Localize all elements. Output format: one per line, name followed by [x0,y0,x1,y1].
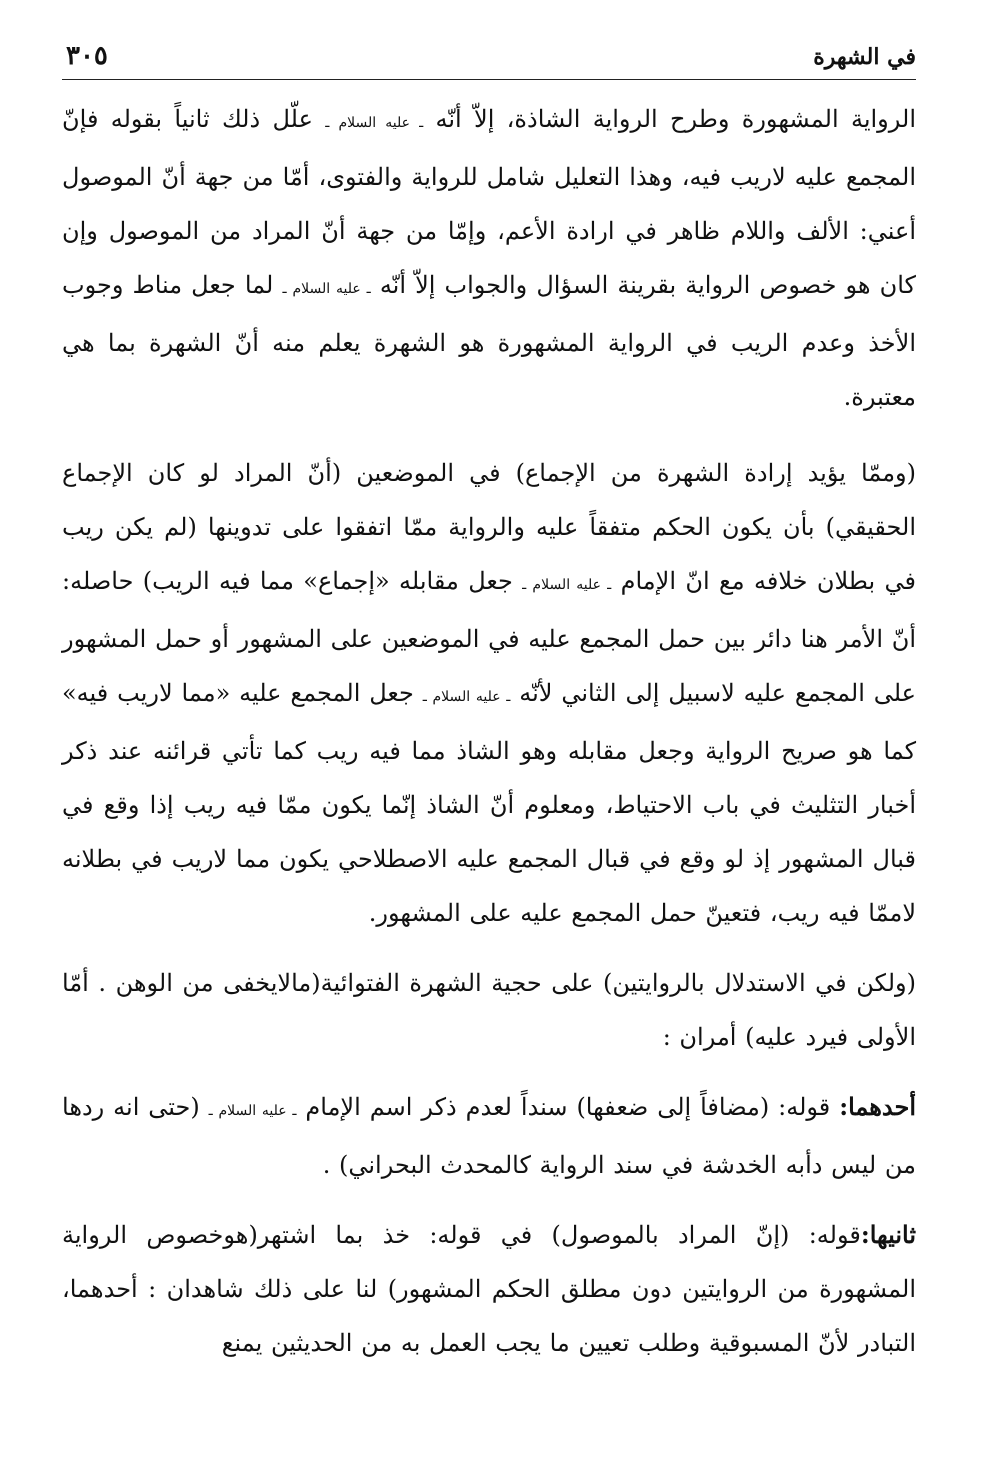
header-rule [62,79,916,80]
honorific-note: ـ عليه السلام ـ [208,1103,297,1119]
text-segment: لما جعل مناط وجوب الأخذ وعدم الريب في الرواية المشهورة هو الشهرة يعلم منه أنّ الشهرة بما هي معتبرة. [62,271,917,411]
honorific-note: ـ عليه السلام ـ [522,577,612,593]
text-segment: جعل المجمع عليه «مما لاريب فيه» كما هو صريح الرواية وجعل مقابله وهو الشاذ مما فيه ريب كما تأتي قرائنه عند ذكر أخبار التثليث في باب الاحتياط، ومعلوم أنّ الشاذ إنّما يكون ممّا فيه ريب إذا وقع في قبال المشهور إذ لو وقع في قبال المجمع عليه الاصطلاحي يكون مما لاريب في بطلانه لاممّا فيه ريب، فتعينّ حمل المجمع عليه على المشهور. [62,679,917,927]
paragraph-spacer [62,424,916,446]
honorific-note: ـ عليه السلام ـ [325,115,424,131]
paragraph-lead: أحدهما: [839,1092,917,1121]
honorific-note: ـ عليه السلام ـ [422,689,511,705]
text-segment: علّل ذلك ثانياً بقوله فإنّ المجمع عليه لاريب فيه، وهذا التعليل شامل للرواية والفتوى، أمّا من جهة أنّ الموصول أعني: الألف واللام ظاهر في ارادة الأعم، وإمّا من جهة أنّ المراد من الموصول وإن كان هو خصوص الرواية بقرينة السؤال والجواب إلاّ أنّه [62,105,917,299]
text-segment: (وممّا يؤيد إرادة الشهرة من الإجماع) في الموضعين (أنّ المراد لو كان الإجماع الحقيقي) بأن يكون الحكم متفقاً عليه والرواية ممّا اتفقوا على تدوينها (لم يكن ريب في بطلان خلافه مع انّ الإمام [62,459,916,595]
page-number: ٣٠٥ [66,41,108,71]
running-head [62,40,916,76]
paragraph-lead: ثانيها: [860,1220,916,1249]
text-segment: (ولكن في الاستدلال بالروايتين) على حجية الشهرة الفتوائية(مالايخفى من الوهن . أمّا الأولى فيرد عليه) أمران : [62,969,916,1051]
paragraph-3 [62,956,916,1064]
text-segment: جعل مقابله «إجماع» مما فيه الريب) حاصله: أنّ الأمر هنا دائر بين حمل المجمع عليه في الموضعين على المشهور أو حمل المشهور على المجمع عليه لاسبيل إلى الثاني لأنّه [62,567,917,707]
text-segment: الرواية المشهورة وطرح الرواية الشاذة، إلاّ أنّه [423,105,916,133]
honorific-note: ـ عليه السلام ـ [282,281,371,297]
paragraph-5 [62,1208,916,1370]
book-page [62,0,916,1464]
paragraph-1 [62,92,916,424]
paragraph-2 [62,446,916,940]
text-segment: (حتى انه ردها من ليس دأبه الخدشة في سند الرواية كالمحدث البحراني) . [62,1093,916,1179]
paragraph-4 [62,1080,916,1192]
paragraph-spacer [62,1192,916,1208]
chapter-title: في الشهرة [813,44,916,70]
text-segment: قوله: (إنّ المراد بالموصول) في قوله: خذ بما اشتهر(هوخصوص الرواية المشهورة من الروايتين دون مطلق الحكم المشهور) لنا على ذلك شاهدان : أحدهما، التبادر لأنّ المسبوقية وطلب تعيين ما يجب العمل به من الحديثين يمنع [62,1221,916,1357]
body-text [62,92,916,1370]
text-segment: قوله: (مضافاً إلى ضعفها) سنداً لعدم ذكر اسم الإمام [296,1093,840,1121]
paragraph-spacer [62,940,916,956]
paragraph-spacer [62,1064,916,1080]
